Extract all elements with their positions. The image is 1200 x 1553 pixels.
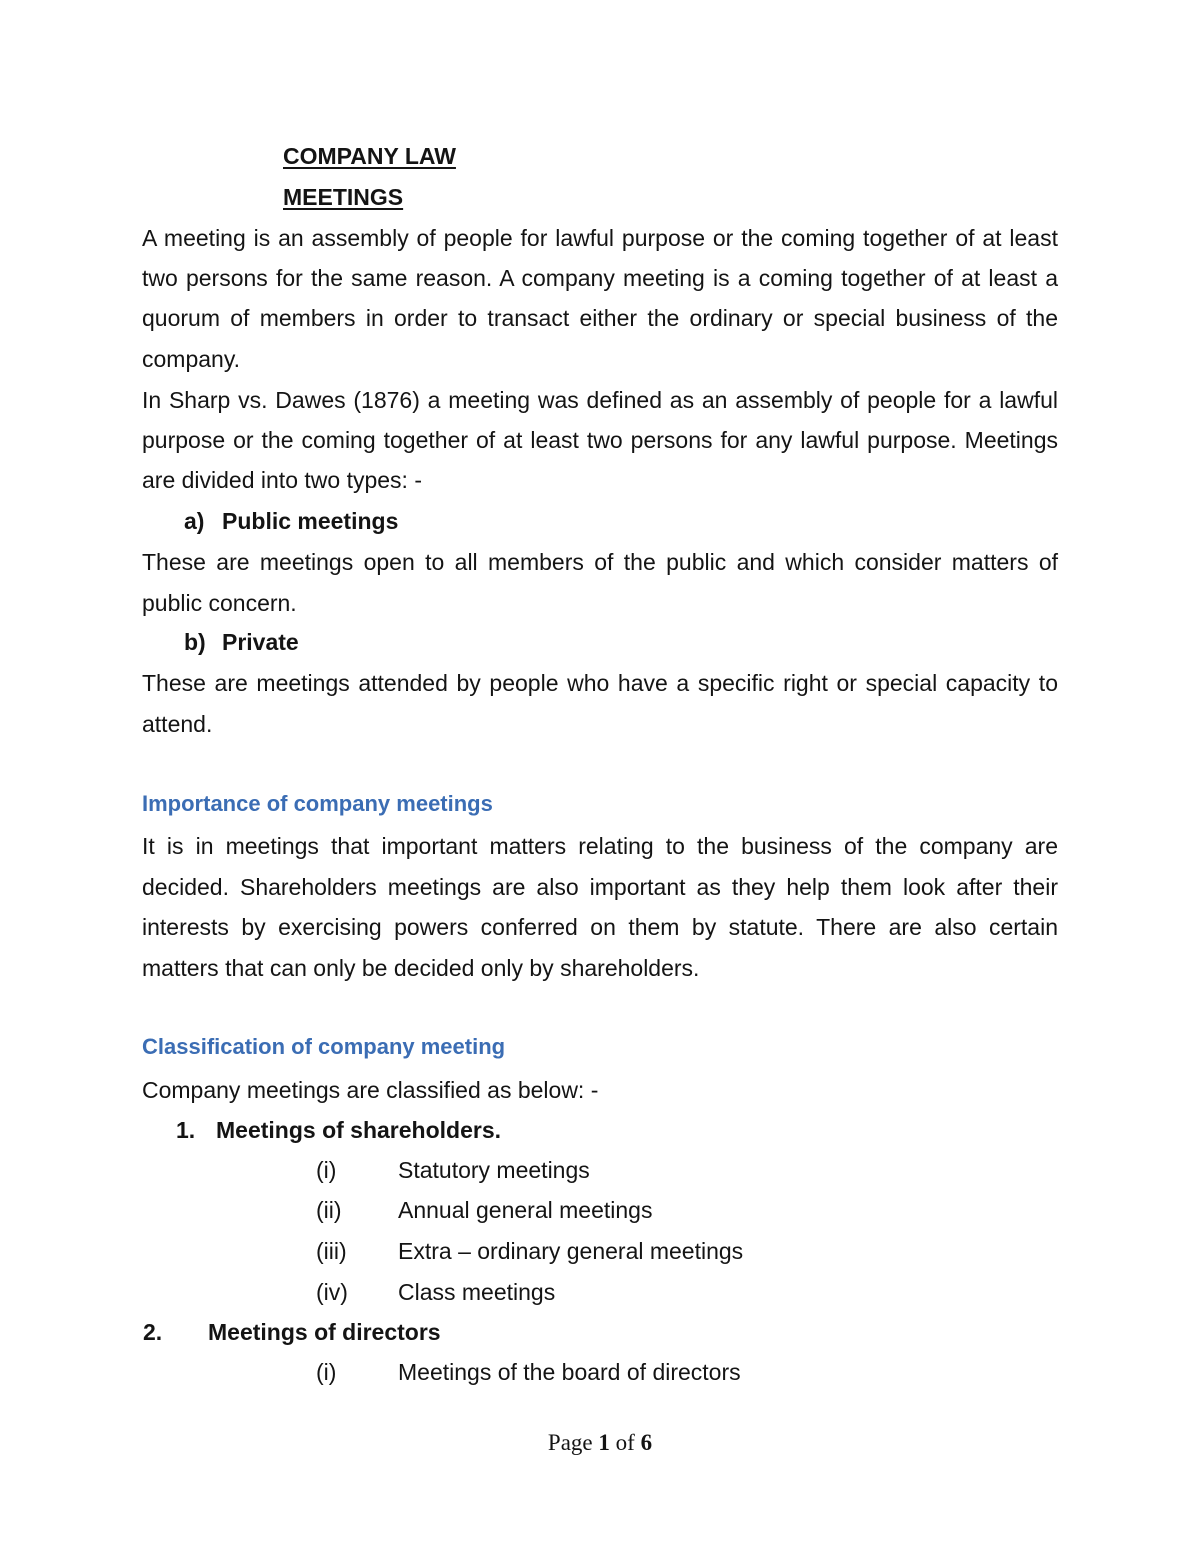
list-label: Private: [222, 629, 299, 655]
list-item-text: Class meetings: [398, 1279, 556, 1305]
document-title: COMPANY LAW: [283, 143, 456, 169]
list-item-text: Meetings of the board of directors: [398, 1359, 741, 1385]
classification-heading: Classification of company meeting: [142, 1034, 506, 1059]
importance-heading: Importance of company meetings: [142, 791, 493, 816]
list-marker: (i): [316, 1157, 337, 1183]
paragraph-line: These are meetings attended by people who have a specific right or special capacity to: [142, 670, 1058, 696]
paragraph-line: In Sharp vs. Dawes (1876) a meeting was defined as an assembly of people for a lawful: [142, 387, 1058, 413]
classification-intro: Company meetings are classified as below: -: [142, 1077, 599, 1103]
document-subtitle: MEETINGS: [283, 184, 404, 210]
list-marker: 2.: [143, 1319, 163, 1345]
paragraph-line: decided. Shareholders meetings are also important as they help them look after their: [142, 874, 1058, 900]
paragraph-line: interests by exercising powers conferred on them by statute. There are also certain: [142, 914, 1058, 940]
page-total: 6: [640, 1430, 653, 1455]
paragraph-line: These are meetings open to all members of the public and which consider matters of: [142, 549, 1058, 575]
paragraph-line: public concern.: [142, 590, 297, 616]
list-item-text: Extra – ordinary general meetings: [398, 1238, 744, 1264]
page-footer: [0, 1428, 1200, 1458]
list-marker: (ii): [316, 1197, 342, 1223]
of-word: of: [615, 1430, 635, 1455]
list-marker: (iv): [316, 1279, 348, 1305]
list-label: Meetings of shareholders.: [216, 1117, 502, 1143]
list-marker: b): [184, 629, 206, 655]
paragraph-line: quorum of members in order to transact either the ordinary or special business of the: [142, 305, 1058, 331]
list-item-text: Statutory meetings: [398, 1157, 590, 1183]
list-marker: (iii): [316, 1238, 347, 1264]
paragraph-line: attend.: [142, 711, 213, 737]
paragraph-line: purpose or the coming together of at least two persons for any lawful purpose. Meetings: [142, 427, 1058, 453]
list-item-text: Annual general meetings: [398, 1197, 653, 1223]
paragraph-line: matters that can only be decided only by shareholders.: [142, 955, 700, 981]
list-marker: (i): [316, 1359, 337, 1385]
paragraph-line: company.: [142, 346, 241, 372]
paragraph-line: A meeting is an assembly of people for lawful purpose or the coming together of at least: [142, 225, 1058, 251]
list-label: Meetings of directors: [208, 1319, 441, 1345]
paragraph-line: two persons for the same reason. A company meeting is a coming together of at least a: [142, 265, 1058, 291]
paragraph-line: are divided into two types: -: [142, 467, 422, 493]
list-label: Public meetings: [222, 508, 399, 534]
list-marker: a): [184, 508, 205, 534]
list-marker: 1.: [176, 1117, 196, 1143]
paragraph-line: It is in meetings that important matters relating to the business of the company are: [142, 833, 1058, 859]
page-number: 1: [598, 1430, 610, 1455]
page-word: Page: [547, 1430, 593, 1455]
